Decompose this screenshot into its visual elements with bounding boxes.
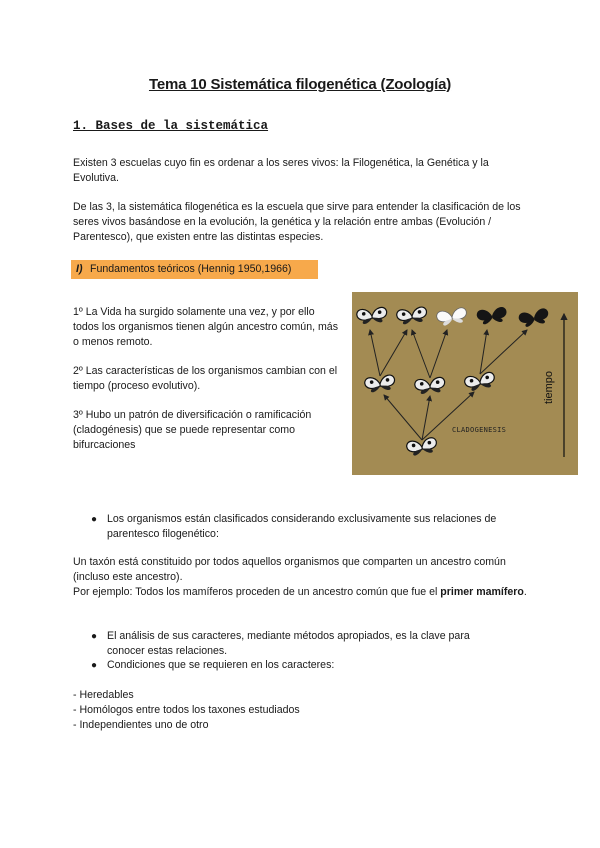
page-title: Tema 10 Sistemática filogenética (Zoología) (148, 76, 452, 93)
butterfly-tip-3 (436, 307, 468, 327)
principle-2: 2º Las características de los organismos cambian con el tiempo (proceso evolutivo). (73, 365, 338, 392)
butterfly-tip-5 (518, 307, 550, 328)
butterfly-node-1 (364, 374, 396, 393)
bullet-3-text: Condiciones que se requieren en los caracteres: (107, 659, 335, 671)
section-heading: 1. Bases de la sistemática (73, 119, 269, 133)
intro-paragraph-1: Existen 3 escuelas cuyo fin es ordenar a los seres vivos: la Filogenética, la Genética y la Evolutiva. (73, 157, 489, 184)
butterfly-tip-4 (476, 306, 508, 325)
bullet-marker-1: ● (91, 514, 98, 525)
condition-1: - Heredables (73, 689, 134, 701)
example-bold: primer mamífero (440, 586, 524, 598)
bullet-marker-2: ● (91, 631, 98, 642)
principle-3: 3º Hubo un patrón de diversificación o ramificación (cladogénesis) que se puede representar como bifurcaciones (73, 409, 312, 451)
taxon-paragraph: Un taxón está constituido por todos aquellos organismos que comparten un ancestro común (incluso este ancestro). (73, 556, 506, 583)
example-prefix: Por ejemplo: Todos los mamíferos proceden de un ancestro común que fue el (73, 586, 438, 598)
butterfly-tip-1 (356, 307, 387, 325)
branch-lines (370, 330, 527, 440)
bullet-1-text: Los organismos están clasificados considerando exclusivamente sus relaciones de parentesco filogenético: (107, 513, 497, 540)
butterfly-node-3 (464, 371, 496, 392)
example-suffix: . (523, 586, 527, 598)
cladogenesis-label: CLADOGENESIS (452, 426, 507, 434)
highlight-number: I) (76, 263, 83, 275)
condition-2: - Homólogos entre todos los taxones estudiados (73, 704, 300, 716)
cladogenesis-figure (352, 292, 578, 475)
intro-paragraph-2: De las 3, la sistemática filogenética es la escuela que sirve para entender la clasificación de los seres vivos basándose en la evolución, la genética y la relación entre ambas (Evolución / Parentesco), que existen entre las distintas especies. (73, 201, 521, 243)
principle-1: 1º La Vida ha surgido solamente una vez, y por ello todos los organismos tienen algún ancestro común, más o menos remoto. (73, 306, 338, 348)
butterfly-tip-2 (396, 306, 428, 325)
cladogenesis-diagram (352, 292, 578, 475)
butterfly-node-2 (414, 377, 445, 395)
highlight-heading: Fundamentos teóricos (Hennig 1950,1966) (90, 263, 292, 275)
time-label: tiempo (543, 370, 555, 404)
bullet-marker-3: ● (91, 660, 98, 671)
example-paragraph (73, 585, 533, 600)
condition-3: - Independientes uno de otro (73, 719, 209, 731)
bullet-2-text: El análisis de sus caracteres, mediante métodos apropiados, es la clave para conocer estas relaciones. (107, 630, 470, 657)
